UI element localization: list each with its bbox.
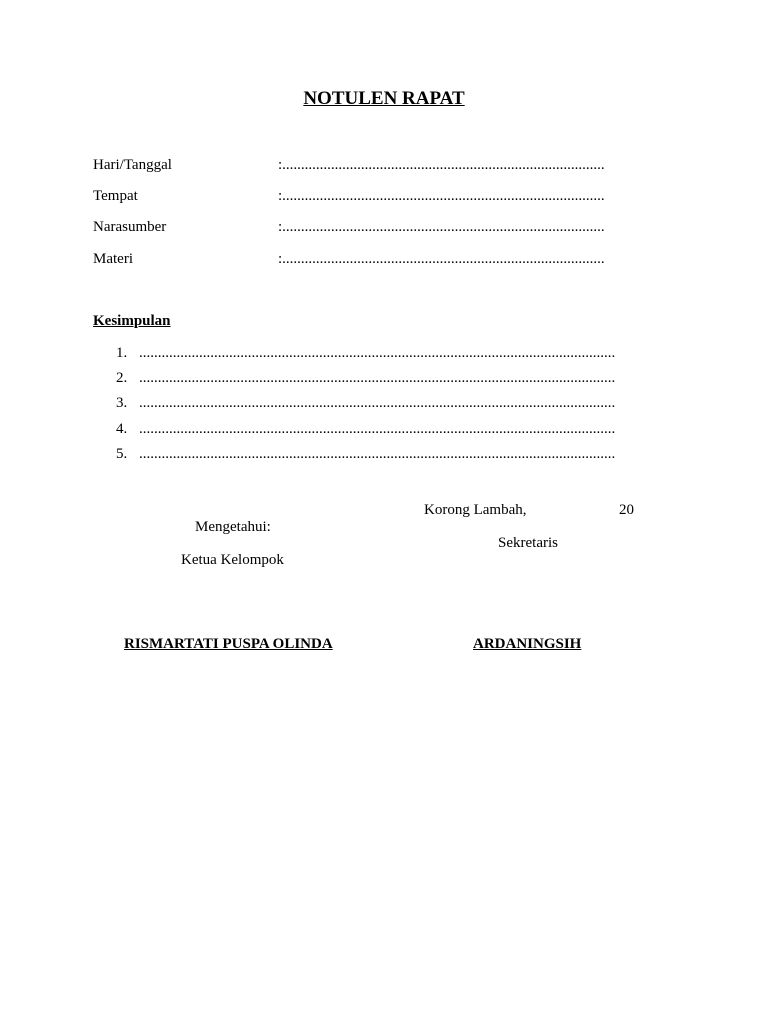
acknowledged-label: Mengetahui: [195,519,271,535]
field-label-materi: Materi [93,251,133,267]
field-value-tempat: :...................................................................................... [278,188,605,204]
field-value-narasumber: :...................................................................................... [278,219,605,235]
field-value-hari-tanggal: :...................................................................................... [278,157,605,173]
field-label-hari-tanggal: Hari/Tanggal [93,157,172,173]
conclusion-title: Kesimpulan [93,313,171,329]
field-label-tempat: Tempat [93,188,138,204]
conclusion-item-text: ............................................................................................................................... [139,370,616,386]
conclusion-item-text: ............................................................................................................................... [139,345,616,361]
field-value-materi: :...................................................................................... [278,251,605,267]
conclusion-item-text: ............................................................................................................................... [139,446,616,462]
conclusion-item-text: ............................................................................................................................... [139,395,616,411]
year: 20 [619,502,634,518]
conclusion-item-number: 5. [116,446,128,462]
group-leader-role: Ketua Kelompok [181,552,284,568]
conclusion-item-number: 1. [116,345,128,361]
secretary-name: ARDANINGSIH [473,636,582,652]
conclusion-item-number: 2. [116,370,128,386]
document-title: NOTULEN RAPAT [303,88,465,109]
group-leader-name: RISMARTATI PUSPA OLINDA [124,636,333,652]
conclusion-item-text: ............................................................................................................................... [139,421,616,437]
conclusion-item-number: 3. [116,395,128,411]
field-label-narasumber: Narasumber [93,219,167,235]
place-date: Korong Lambah, [424,502,527,518]
secretary-role: Sekretaris [498,535,558,551]
conclusion-item-number: 4. [116,421,128,437]
